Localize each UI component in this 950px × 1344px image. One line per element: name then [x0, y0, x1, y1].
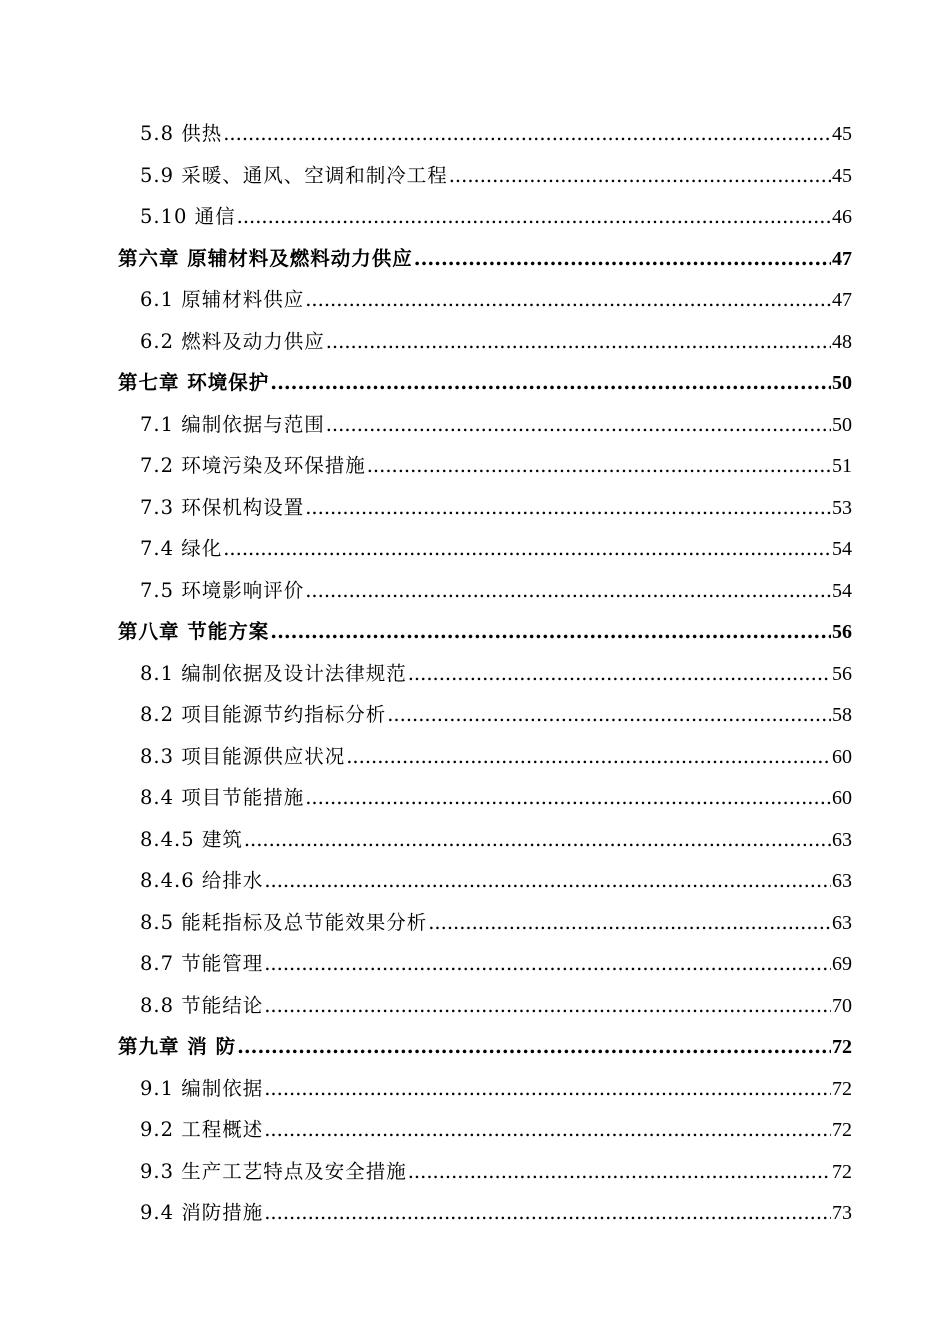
toc-entry[interactable]: [118, 1109, 852, 1151]
toc-page-number: 46: [832, 206, 852, 228]
toc-page-number: 51: [832, 455, 852, 477]
toc-page-number: 73: [832, 1202, 852, 1224]
toc-chapter-title: 第六章 原辅材料及燃料动力供应: [118, 246, 413, 270]
toc-chapter-title: 第九章 消 防: [118, 1035, 237, 1058]
toc-dot-leader: [244, 819, 831, 861]
toc-entry[interactable]: [118, 1192, 852, 1234]
toc-chapter-entry[interactable]: [118, 1026, 852, 1068]
toc-entry-title: 6.1 原辅材料供应: [140, 288, 305, 311]
toc-dot-leader: [305, 279, 831, 321]
toc-entry[interactable]: [118, 777, 852, 819]
toc-entry-title: 9.3 生产工艺特点及安全措施: [140, 1159, 407, 1183]
toc-page-number: 54: [832, 579, 852, 602]
toc-page-number: 50: [832, 413, 852, 436]
toc-entry-title: 7.5 环境影响评价: [140, 578, 305, 602]
toc-chapter-title: 第七章 环境保护: [118, 371, 270, 394]
toc-dot-leader: [305, 570, 831, 612]
toc-dot-leader: [237, 1026, 831, 1068]
toc-dot-leader: [264, 860, 831, 902]
toc-entry-title: 8.8 节能结论: [140, 993, 264, 1017]
toc-page-number: 72: [832, 1119, 852, 1141]
toc-entry-title: 7.2 环境污染及环保措施: [140, 454, 366, 477]
toc-dot-leader: [264, 985, 831, 1027]
toc-entry[interactable]: [118, 1151, 852, 1193]
toc-dot-leader: [237, 196, 831, 238]
toc-entry[interactable]: [118, 445, 852, 487]
toc-entry-title: 8.1 编制依据及设计法律规范: [140, 661, 407, 685]
toc-entry[interactable]: [118, 736, 852, 778]
toc-entry-title: 8.4 项目节能措施: [140, 786, 305, 809]
toc-entry-title: 7.3 环保机构设置: [140, 495, 305, 519]
toc-entry-title: 7.4 绿化: [140, 537, 223, 560]
toc-dot-leader: [367, 445, 831, 487]
toc-entry-title: 5.9 采暖、通风、空调和制冷工程: [140, 163, 448, 187]
toc-page-number: 72: [832, 1160, 852, 1183]
toc-entry[interactable]: [118, 279, 852, 321]
toc-entry[interactable]: [118, 196, 852, 238]
toc-entry-title: 8.2 项目能源节约指标分析: [140, 703, 387, 726]
toc-chapter-entry[interactable]: [118, 611, 852, 653]
toc-dot-leader: [223, 528, 831, 570]
toc-page-number: 63: [832, 870, 852, 892]
toc-entry[interactable]: [118, 321, 852, 363]
toc-dot-leader: [270, 362, 831, 404]
toc-page-number: 48: [832, 330, 852, 353]
toc-entry-title: 8.7 节能管理: [140, 952, 264, 975]
toc-entry[interactable]: [118, 694, 852, 736]
toc-entry[interactable]: [118, 404, 852, 446]
toc-dot-leader: [270, 611, 831, 653]
toc-entry[interactable]: [118, 570, 852, 612]
toc-entry[interactable]: [118, 819, 852, 861]
toc-entry[interactable]: [118, 113, 852, 155]
toc-page-number: 72: [832, 1036, 852, 1058]
toc-page-number: 47: [832, 247, 852, 270]
toc-page-number: 50: [832, 372, 852, 394]
toc-page-number: 53: [832, 496, 852, 519]
toc-dot-leader: [449, 155, 831, 197]
toc-page-number: 63: [832, 828, 852, 851]
toc-entry[interactable]: [118, 528, 852, 570]
toc-dot-leader: [408, 1151, 831, 1193]
toc-entry-title: 5.10 通信: [140, 205, 236, 228]
toc-entry-title: 9.2 工程概述: [140, 1118, 264, 1141]
toc-dot-leader: [428, 902, 831, 944]
toc-page-number: 69: [832, 953, 852, 975]
toc-entry[interactable]: [118, 985, 852, 1027]
toc-entry-title: 9.4 消防措施: [140, 1201, 264, 1224]
toc-dot-leader: [408, 653, 831, 695]
toc-chapter-entry[interactable]: [118, 362, 852, 404]
toc-entry[interactable]: [118, 653, 852, 695]
toc-page-number: 45: [832, 164, 852, 187]
toc-page-number: 63: [832, 911, 852, 934]
toc-entry[interactable]: [118, 902, 852, 944]
toc-dot-leader: [414, 238, 831, 280]
toc-entry-title: 6.2 燃料及动力供应: [140, 329, 325, 353]
toc-page-number: 60: [832, 787, 852, 809]
toc-entry-title: 8.4.5 建筑: [140, 827, 243, 851]
toc-entry[interactable]: [118, 487, 852, 529]
table-of-contents: [118, 113, 852, 1234]
toc-dot-leader: [264, 1068, 831, 1110]
toc-entry-title: 8.3 项目能源供应状况: [140, 744, 346, 768]
toc-chapter-title: 第八章 节能方案: [118, 620, 270, 643]
toc-entry[interactable]: [118, 943, 852, 985]
toc-entry-title: 8.5 能耗指标及总节能效果分析: [140, 910, 428, 934]
toc-page-number: 45: [832, 123, 852, 145]
toc-entry[interactable]: [118, 155, 852, 197]
toc-entry-title: 8.4.6 给排水: [140, 869, 264, 892]
toc-page-number: 72: [832, 1077, 852, 1100]
toc-dot-leader: [326, 404, 831, 446]
toc-page-number: 70: [832, 994, 852, 1017]
toc-dot-leader: [264, 1109, 831, 1151]
toc-dot-leader: [305, 487, 831, 529]
toc-page-number: 56: [832, 621, 852, 643]
toc-entry[interactable]: [118, 1068, 852, 1110]
toc-dot-leader: [305, 777, 831, 819]
toc-page-number: 54: [832, 538, 852, 560]
toc-chapter-entry[interactable]: [118, 238, 852, 280]
toc-page-number: 58: [832, 704, 852, 726]
toc-dot-leader: [346, 736, 831, 778]
toc-entry-title: 9.1 编制依据: [140, 1076, 264, 1100]
toc-entry-title: 5.8 供热: [140, 122, 223, 145]
toc-dot-leader: [387, 694, 831, 736]
toc-page-number: 60: [832, 745, 852, 768]
toc-entry[interactable]: [118, 860, 852, 902]
toc-dot-leader: [326, 321, 831, 363]
toc-entry-title: 7.1 编制依据与范围: [140, 412, 325, 436]
toc-dot-leader: [223, 113, 831, 155]
toc-dot-leader: [264, 943, 831, 985]
toc-page-number: 56: [832, 662, 852, 685]
toc-dot-leader: [264, 1192, 831, 1234]
toc-page-number: 47: [832, 289, 852, 311]
